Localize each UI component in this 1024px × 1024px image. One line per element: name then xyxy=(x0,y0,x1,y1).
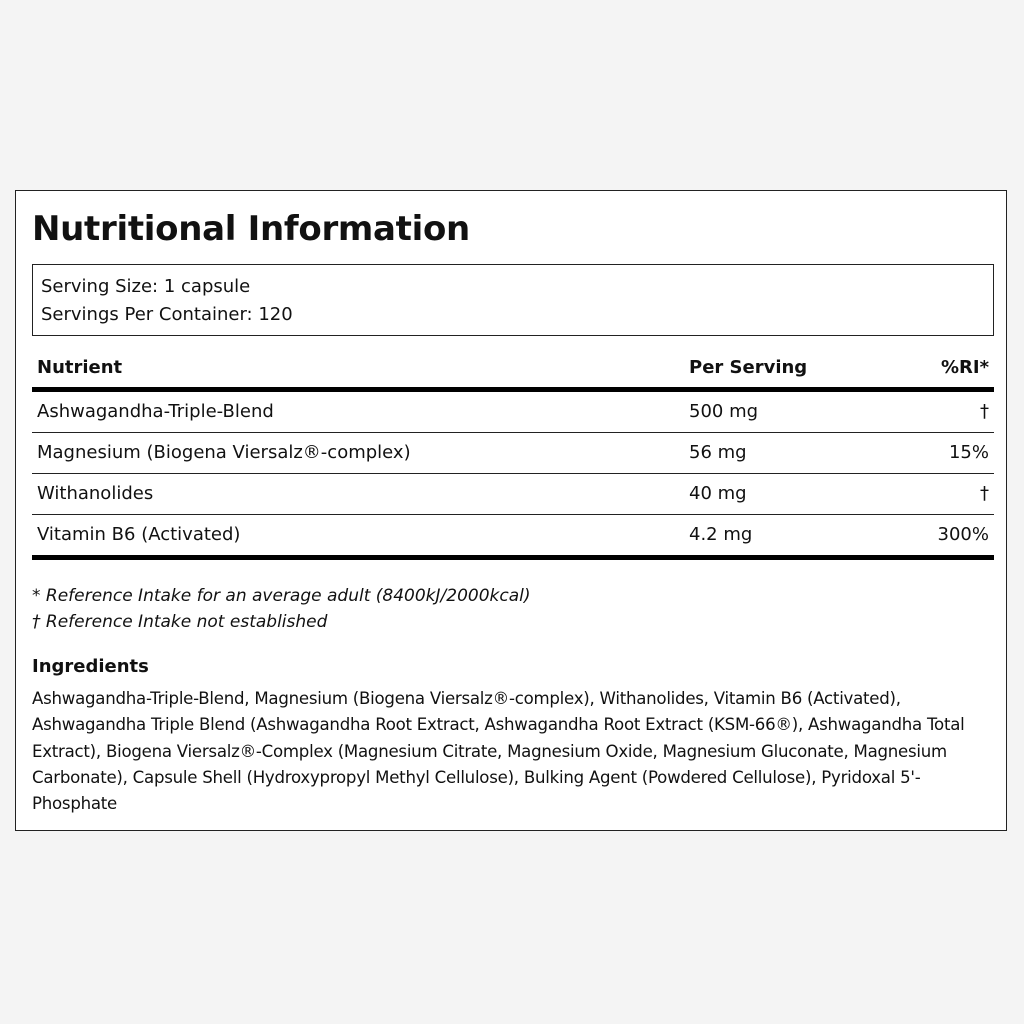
footnote-not-established: † Reference Intake not established xyxy=(32,612,328,632)
table-header xyxy=(32,349,994,392)
serving-info-box xyxy=(32,264,994,336)
page-title: Nutritional Information xyxy=(32,209,470,249)
nutrient-per-serving: 40 mg xyxy=(689,483,747,504)
nutrient-name: Ashwagandha-Triple-Blend xyxy=(37,401,274,422)
footnote-ri: * Reference Intake for an average adult (8400kJ/2000kcal) xyxy=(32,586,531,606)
servings-per-container: Servings Per Container: 120 xyxy=(41,304,293,325)
nutrient-ri: 300% xyxy=(937,524,989,545)
nutrient-name: Magnesium (Biogena Viersalz®-complex) xyxy=(37,442,411,463)
header-ri: %RI* xyxy=(940,357,989,378)
footnotes xyxy=(32,583,994,635)
ingredients-text: Ashwagandha-Triple-Blend, Magnesium (Biogena Viersalz®-complex), Withanolides, Vitamin B6 (Activated), Ashwagandha Triple Blend (Ashwagandha Root Extract, Ashwagandha Root Extract (KSM-66®), Ashwagandha Total Extract), Biogena Viersalz®-Complex (Magnesium Citrate, Magnesium Oxide, Magnesium Gluconate, Magnesium Carbonate), Capsule Shell (Hydroxypropyl Methyl Cellulose), Bulking Agent (Powdered Cellulose), Pyridoxal 5'-Phosphate xyxy=(32,689,965,814)
nutrient-ri: † xyxy=(980,401,989,422)
nutrient-per-serving: 4.2 mg xyxy=(689,524,753,545)
nutrient-table xyxy=(32,349,994,560)
table-row xyxy=(32,392,994,433)
table-row xyxy=(32,433,994,474)
table-row xyxy=(32,515,994,560)
table-row xyxy=(32,474,994,515)
nutrient-name: Withanolides xyxy=(37,483,154,504)
nutrient-ri: † xyxy=(980,483,989,504)
nutrient-name: Vitamin B6 (Activated) xyxy=(37,524,241,545)
nutrient-per-serving: 500 mg xyxy=(689,401,759,422)
nutrient-per-serving: 56 mg xyxy=(689,442,747,463)
nutrient-ri: 15% xyxy=(948,442,989,463)
nutrition-panel xyxy=(15,190,1007,831)
header-per-serving: Per Serving xyxy=(689,357,808,378)
serving-size: Serving Size: 1 capsule xyxy=(41,276,251,297)
ingredients-heading: Ingredients xyxy=(32,656,149,677)
header-nutrient: Nutrient xyxy=(37,357,123,378)
